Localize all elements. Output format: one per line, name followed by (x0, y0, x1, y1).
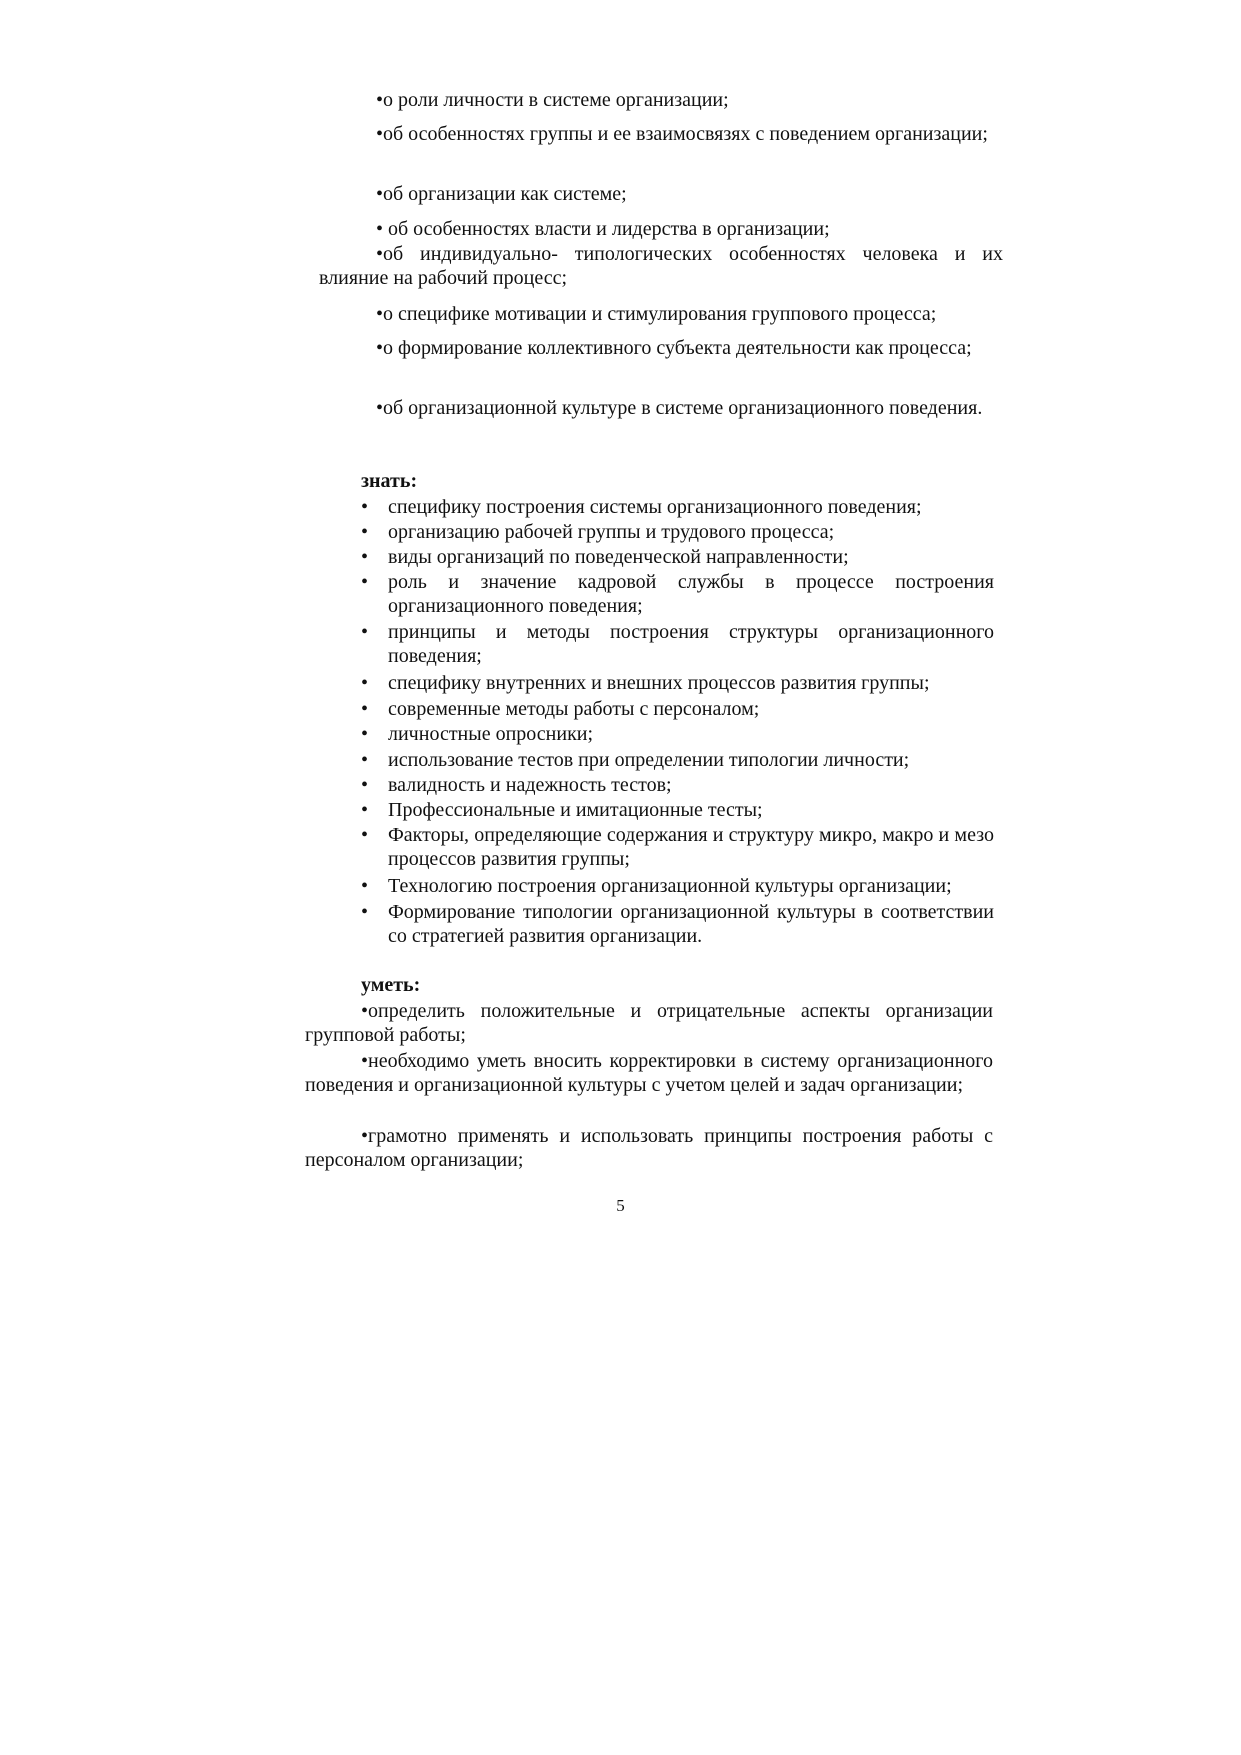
know-item-1 (361, 495, 994, 519)
bullet-icon: • (361, 672, 369, 694)
intro-item-1: •о роли личности в системе организации; (376, 89, 729, 111)
bullet-icon: • (361, 621, 369, 643)
know-item-text: Технологию построения организационной культуры организации; (388, 875, 952, 897)
bullet-icon: • (361, 496, 369, 518)
know-item-10 (361, 773, 994, 797)
know-item-text: Факторы, определяющие содержания и структуру микро, макро и мезо процессов развития группы; (388, 824, 994, 870)
know-item-text: валидность и надежность тестов; (388, 774, 672, 796)
bullet-icon: • (361, 824, 369, 846)
know-item-text: специфику внутренних и внешних процессов развития группы; (388, 672, 930, 694)
intro-item-7: •о формирование коллективного субъекта деятельности как процесса; (376, 337, 972, 359)
intro-item-3: •об организации как системе; (376, 183, 627, 205)
know-item-text: современные методы работы с персоналом; (388, 698, 760, 720)
know-item-13 (361, 874, 994, 898)
know-item-text: Профессиональные и имитационные тесты; (388, 799, 763, 821)
know-item-text: Формирование типологии организационной культуры в соответствии со стратегией развития организации. (388, 901, 994, 947)
bullet-icon: • (361, 875, 369, 897)
know-item-8 (361, 722, 994, 746)
bullet-icon: • (361, 901, 369, 923)
bullet-icon: • (361, 723, 369, 745)
skills-item-2: •необходимо уметь вносить корректировки в систему организационного поведения и организационной культуры с учетом целей и задач организации; (305, 1050, 993, 1096)
bullet-icon: • (361, 799, 369, 821)
know-item-5 (361, 620, 994, 668)
know-item-text: роль и значение кадровой службы в процессе построения организационного поведения; (388, 571, 994, 617)
know-item-text: организацию рабочей группы и трудового процесса; (388, 521, 835, 543)
intro-item-6: •о специфике мотивации и стимулирования группового процесса; (376, 303, 937, 325)
skills-heading: уметь: (361, 974, 421, 996)
know-item-11 (361, 798, 994, 822)
bullet-icon: • (361, 521, 369, 543)
know-item-12 (361, 823, 994, 871)
intro-item-8: •об организационной культуре в системе организационного поведения. (376, 397, 983, 419)
know-item-4 (361, 570, 994, 618)
bullet-icon: • (361, 774, 369, 796)
know-item-text: использование тестов при определении типологии личности; (388, 749, 910, 771)
know-item-2 (361, 520, 994, 544)
bullet-icon: • (361, 749, 369, 771)
know-item-6 (361, 671, 994, 695)
bullet-icon: • (361, 698, 369, 720)
know-item-text: личностные опросники; (388, 723, 594, 745)
intro-item-2: •об особенностях группы и ее взаимосвязях с поведением организации; (376, 123, 988, 145)
page-number: 5 (616, 1196, 625, 1215)
know-item-text: специфику построения системы организационного поведения; (388, 496, 922, 518)
know-item-9 (361, 748, 994, 772)
know-item-14 (361, 900, 994, 948)
know-item-7 (361, 697, 994, 721)
skills-item-3: •грамотно применять и использовать принципы построения работы с персоналом организации; (305, 1125, 993, 1171)
intro-item-4: • об особенностях власти и лидерства в организации; (376, 218, 830, 240)
intro-item-5: •об индивидуально- типологических особенностях человека и их влияние на рабочий процесс; (319, 243, 1003, 289)
bullet-icon: • (361, 571, 369, 593)
know-heading: знать: (361, 470, 418, 492)
know-item-text: принципы и методы построения структуры организационного поведения; (388, 621, 994, 667)
bullet-icon: • (361, 546, 369, 568)
know-item-3 (361, 545, 994, 569)
know-item-text: виды организаций по поведенческой направленности; (388, 546, 849, 568)
skills-item-1: •определить положительные и отрицательные аспекты организации групповой работы; (305, 1000, 993, 1046)
